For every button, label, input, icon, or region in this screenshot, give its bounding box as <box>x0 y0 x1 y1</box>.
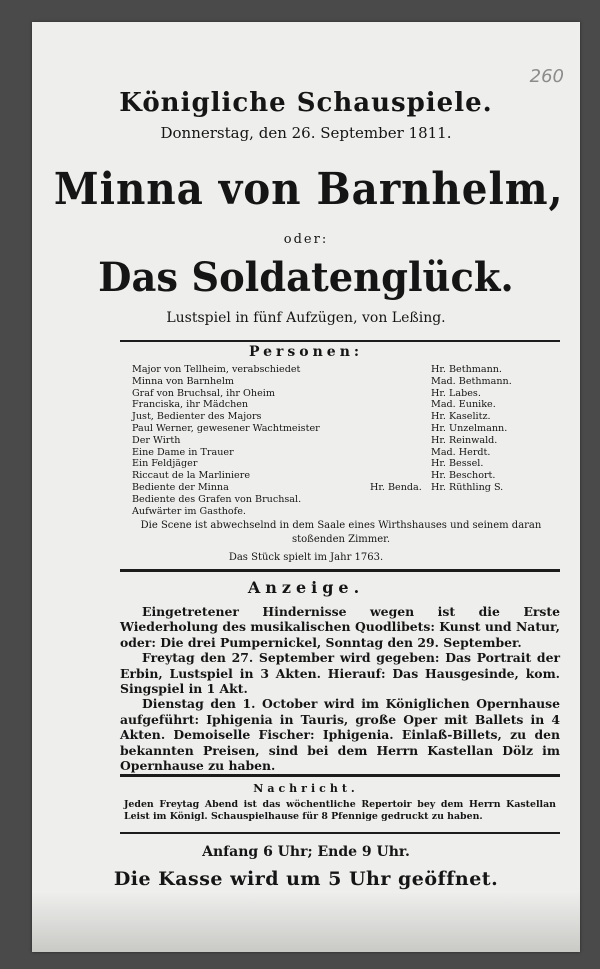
role-name: Eine Dame in Trauer <box>132 446 234 458</box>
cast-row <box>132 388 552 400</box>
performance-date: Donnerstag, den 26. September 1811. <box>160 124 452 142</box>
actor-name: Hr. Kaselitz. <box>431 411 491 423</box>
genre-author: Lustspiel in fünf Aufzügen, von Leßing. <box>166 310 446 326</box>
cast-row <box>132 447 552 459</box>
actor-name: Mad. Eunike. <box>431 399 496 411</box>
role-name: Bediente des Grafen von Bruchsal. <box>132 493 302 505</box>
cast-row <box>132 411 552 423</box>
role-name: Major von Tellheim, verabschiedet <box>132 364 301 375</box>
actor-name: Hr. Rüthling S. <box>431 481 504 493</box>
cast-row <box>132 435 552 447</box>
announcement-paragraph: Eingetretener Hindernisse wegen ist die Erste Wiederholung des musikalischen Quodlibets: Kunst und Natur, oder: Die drei Pumpernickel, Sonntag den 29. September. <box>120 604 560 650</box>
role-name: Graf von Bruchsal, ihr Oheim <box>132 387 275 399</box>
extra-actor: Hr. Benda. <box>370 481 422 493</box>
playbill-page <box>32 22 580 952</box>
announcement-heading: Anzeige. <box>247 578 365 597</box>
actor-name: Mad. Herdt. <box>431 446 491 458</box>
paper-shadow <box>32 892 580 952</box>
announcement-paragraph: Dienstag den 1. October wird im Königlichen Opernhause aufgeführt: Iphigenia in Tauris, große Oper mit Ballets in 4 Akten. Demoiselle Fischer: Iphigenia. Einlaß-Billets, zu den bekannten Preisen, sind bei dem Herrn Kastellan Dölz im Opernhause zu haben. <box>120 696 560 774</box>
announcement-body <box>120 604 560 773</box>
play-title: Minna von Barnhelm, <box>53 164 564 215</box>
divider <box>120 774 560 777</box>
divider <box>120 340 560 342</box>
role-name: Bediente der Minna <box>132 481 229 493</box>
notice-text: Jeden Freytag Abend ist das wöchentliche Repertoir bey dem Herrn Kastellan Leist im Königl. Schauspielhause für 8 Pfennige gedruckt zu haben. <box>124 799 556 822</box>
cast-row <box>132 494 552 506</box>
actor-name: Mad. Bethmann. <box>431 375 512 387</box>
scene-note: Die Scene ist abwechselnd in dem Saale eines Wirthshauses und seinem daran stoßenden Zimmer. <box>140 520 542 545</box>
cast-row <box>132 423 552 435</box>
actor-name: Hr. Labes. <box>431 387 481 399</box>
actor-name: Hr. Bethmann. <box>431 364 502 375</box>
cast-row <box>132 458 552 470</box>
cast-row <box>132 482 552 494</box>
cast-row <box>132 506 552 518</box>
cast-list <box>132 364 552 517</box>
play-subtitle-title: Das Soldatenglück. <box>98 254 514 301</box>
actor-name: Hr. Bessel. <box>431 458 484 470</box>
box-office-opening: Die Kasse wird um 5 Uhr geöffnet. <box>113 868 499 890</box>
role-name: Der Wirth <box>132 434 181 446</box>
role-name: Ein Feldjäger <box>132 458 198 470</box>
divider <box>120 569 560 572</box>
divider <box>120 832 560 834</box>
title-connector: oder: <box>283 232 329 247</box>
announcement-paragraph: Freytag den 27. September wird gegeben: Das Portrait der Erbin, Lustspiel in 3 Akten. Hierauf: Das Hausgesinde, kom. Singspiel in 1 Akt. <box>120 650 560 697</box>
cast-row <box>132 364 552 376</box>
cast-heading: Personen: <box>248 344 364 360</box>
year-note: Das Stück spielt im Jahr 1763. <box>228 552 384 563</box>
theatre-name: Königliche Schauspiele. <box>119 88 493 118</box>
cast-row <box>132 470 552 482</box>
actor-name: Hr. Unzelmann. <box>431 422 508 434</box>
role-name: Franciska, ihr Mädchen <box>132 399 249 411</box>
notice-heading: Nachricht. <box>253 782 359 795</box>
role-name: Aufwärter im Gasthofe. <box>132 505 246 517</box>
archive-number: 260 <box>529 66 564 87</box>
role-name: Paul Werner, gewesener Wachtmeister <box>132 422 320 434</box>
role-name: Minna von Barnhelm <box>132 375 234 387</box>
start-end-times: Anfang 6 Uhr; Ende 9 Uhr. <box>202 844 410 860</box>
actor-name: Hr. Reinwald. <box>431 434 498 446</box>
cast-row <box>132 376 552 388</box>
role-name: Just, Bedienter des Majors <box>132 411 262 423</box>
actor-name: Hr. Beschort. <box>431 470 496 482</box>
role-name: Riccaut de la Marliniere <box>132 470 251 482</box>
cast-row <box>132 399 552 411</box>
